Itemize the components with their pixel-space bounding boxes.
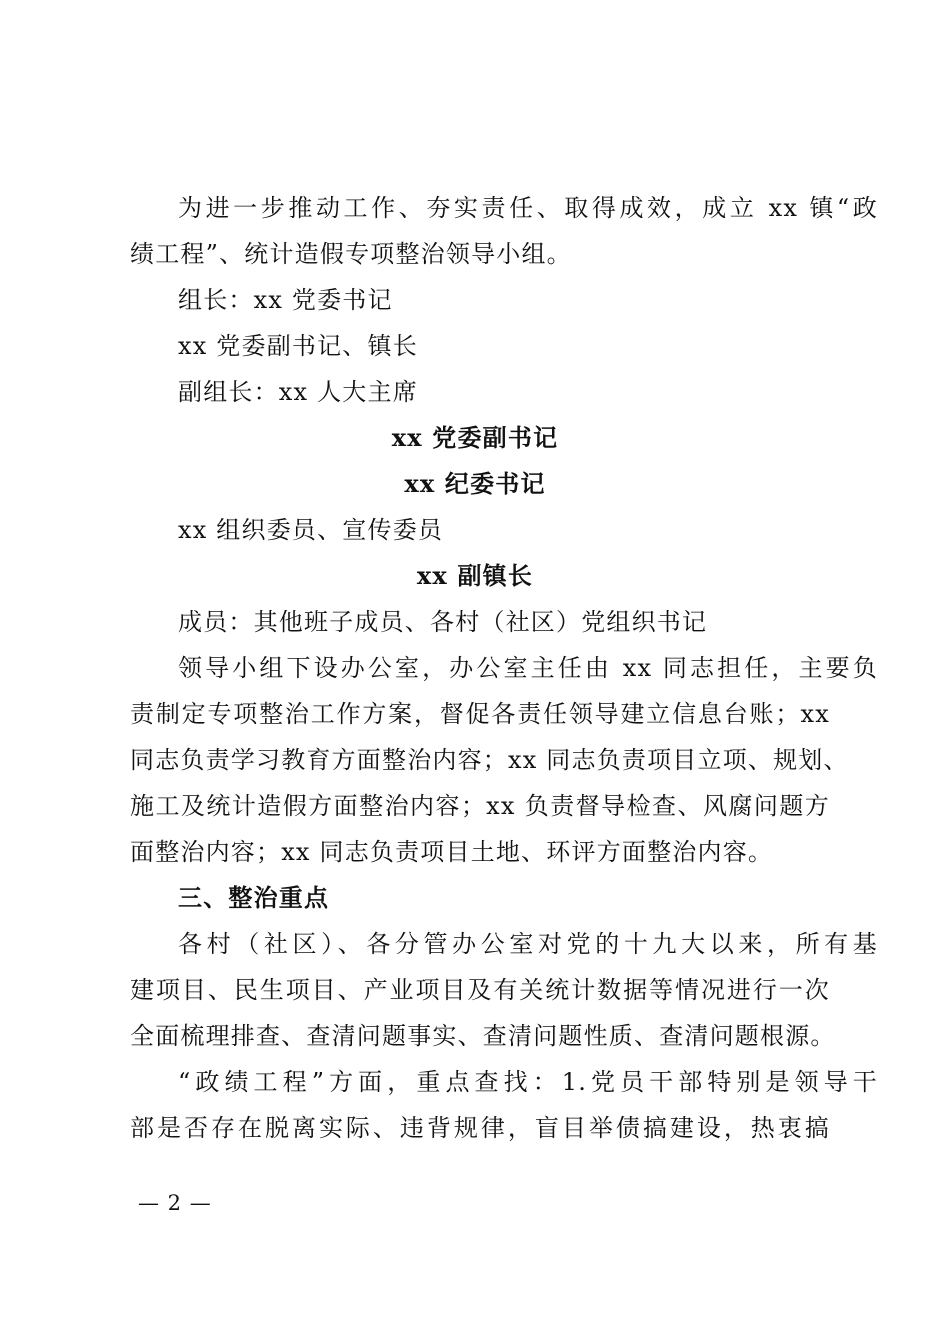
discipline-secretary: xx 纪委书记 xyxy=(404,469,546,498)
office-paragraph-line-5: 面整治内容；xx 同志负责项目土地、环评方面整治内容。 xyxy=(130,838,774,866)
project-paragraph-line-1: “政绩工程”方面，重点查找：1.党员干部特别是领导干 xyxy=(178,1068,878,1096)
focus-paragraph-line-1: 各村（社区）、各分管办公室对党的十九大以来，所有基 xyxy=(178,930,878,958)
page-number: — 2 — xyxy=(138,1191,212,1215)
section-heading: 三、整治重点 xyxy=(178,883,330,912)
office-paragraph-line-4: 施工及统计造假方面整治内容；xx 负责督导检查、风腐问题方 xyxy=(130,792,830,820)
focus-paragraph-line-3: 全面梳理排查、查清问题事实、查清问题性质、查清问题根源。 xyxy=(130,1022,836,1050)
group-leader-second: xx 党委副书记、镇长 xyxy=(178,332,418,360)
project-paragraph-line-2: 部是否存在脱离实际、违背规律，盲目举债搞建设，热衷搞 xyxy=(130,1114,830,1142)
paragraph-intro-line-1: 为进一步推动工作、夯实责任、取得成效，成立 xx 镇“政 xyxy=(178,194,878,222)
paragraph-intro-line-2: 绩工程”、统计造假专项整治领导小组。 xyxy=(130,240,572,268)
deputy-leader: 副组长：xx 人大主席 xyxy=(178,378,418,406)
office-paragraph-line-2: 责制定专项整治工作方案，督促各责任领导建立信息台账；xx xyxy=(130,700,830,728)
deputy-party-secretary: xx 党委副书记 xyxy=(391,423,559,452)
office-paragraph-line-3: 同志负责学习教育方面整治内容；xx 同志负责项目立项、规划、 xyxy=(130,746,849,774)
deputy-mayor: xx 副镇长 xyxy=(416,561,534,590)
organization-propaganda-member: xx 组织委员、宣传委员 xyxy=(178,516,444,544)
group-leader: 组长：xx 党委书记 xyxy=(178,286,393,314)
focus-paragraph-line-2: 建项目、民生项目、产业项目及有关统计数据等情况进行一次 xyxy=(130,976,830,1004)
members: 成员：其他班子成员、各村（社区）党组织书记 xyxy=(178,608,708,636)
office-paragraph-line-1: 领导小组下设办公室，办公室主任由 xx 同志担任，主要负 xyxy=(178,654,878,682)
